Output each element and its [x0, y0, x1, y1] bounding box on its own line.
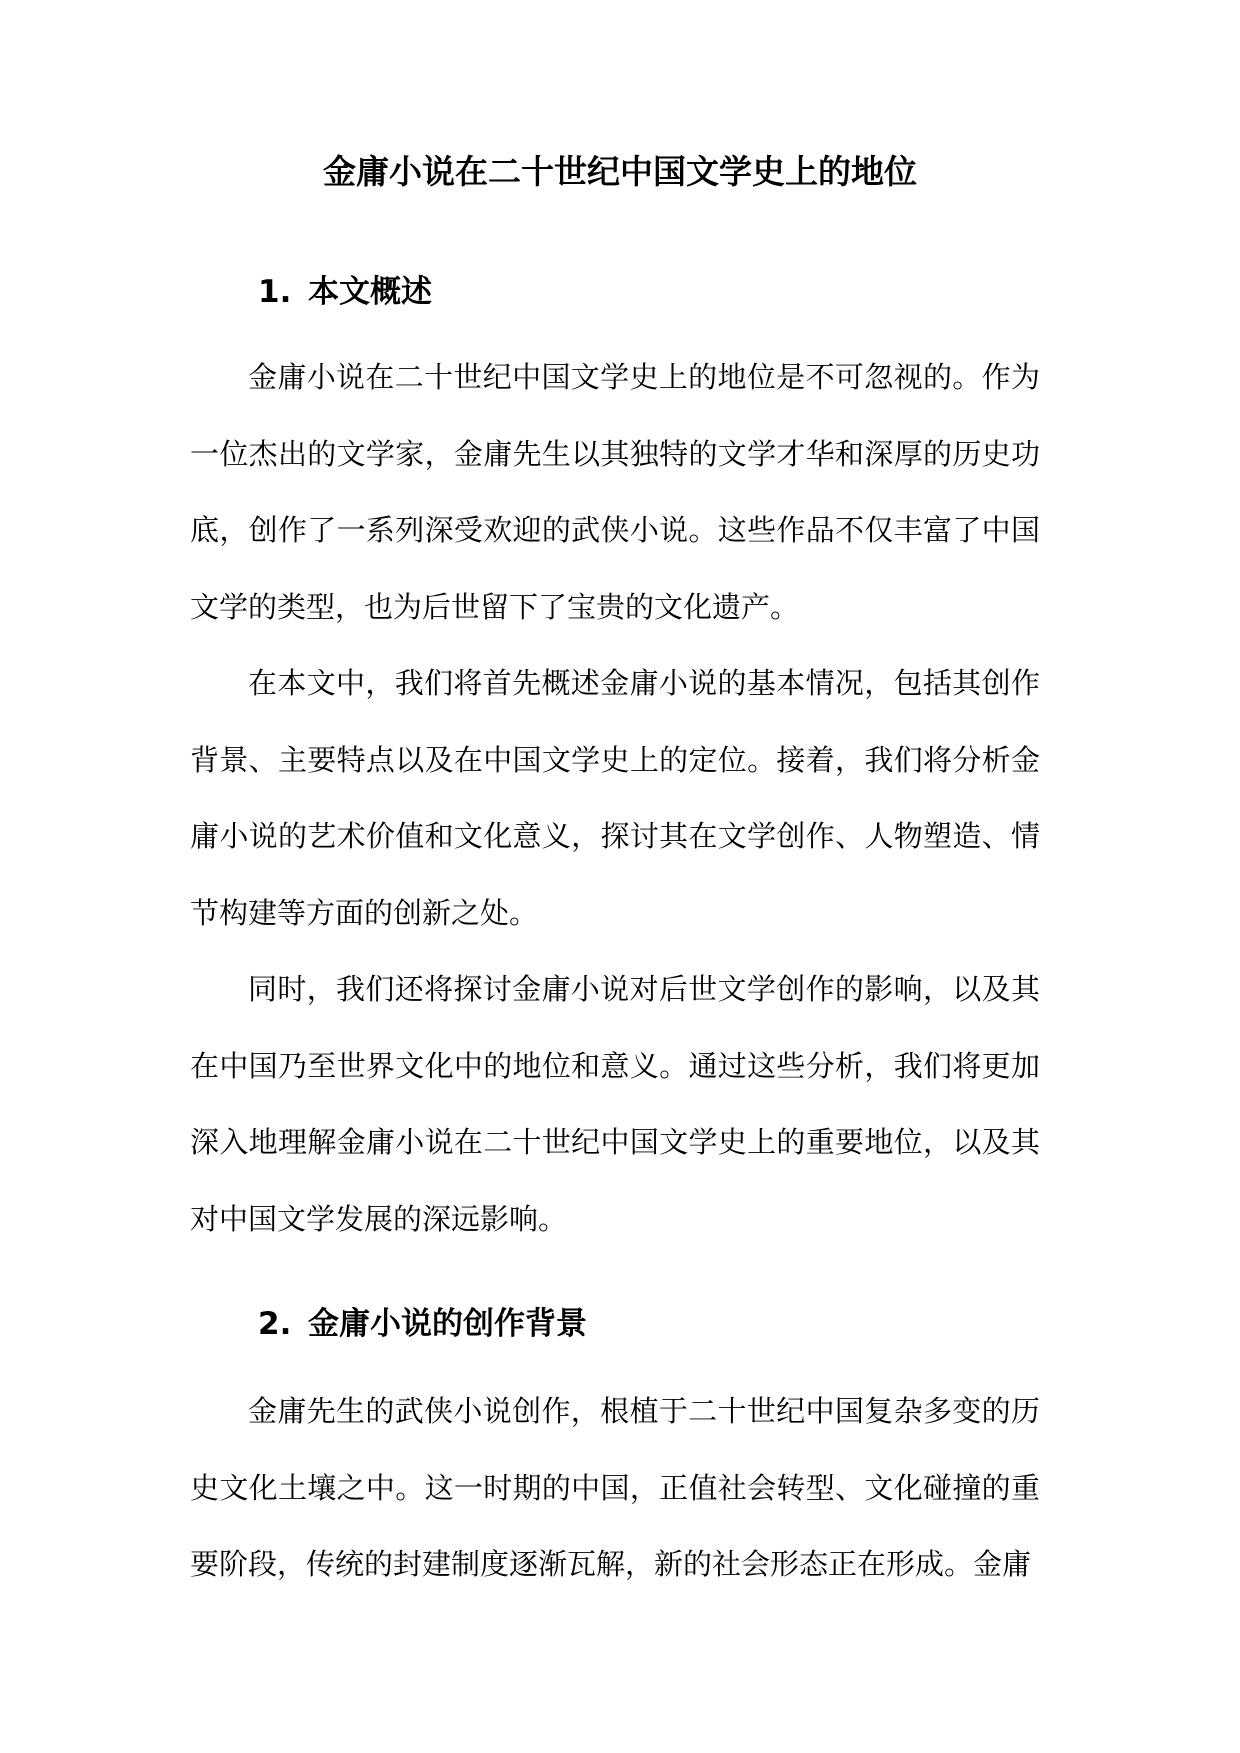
- section-number: 2.: [258, 1306, 292, 1342]
- paragraph: 同时，我们还将探讨金庸小说对后世文学创作的影响，以及其在中国乃至世界文化中的地位和意义。通过这些分析，我们将更加深入地理解金庸小说在二十世纪中国文学史上的重要地位，以及其对中国文学发展的深远影响。: [190, 972, 1040, 1236]
- paragraph: 金庸小说在二十世纪中国文学史上的地位是不可忽视的。作为一位杰出的文学家，金庸先生以其独特的文学才华和深厚的历史功底，创作了一系列深受欢迎的武侠小说。这些作品不仅丰富了中国文学的类型，也为后世留下了宝贵的文化遗产。: [190, 360, 1040, 624]
- paragraph: 金庸先生的武侠小说创作，根植于二十世纪中国复杂多变的历史文化土壤之中。这一时期的中国，正值社会转型、文化碰撞的重要阶段，传统的封建制度逐渐瓦解，新的社会形态正在形成。金庸: [190, 1394, 1040, 1581]
- paragraph: 在本文中，我们将首先概述金庸小说的基本情况，包括其创作背景、主要特点以及在中国文学史上的定位。接着，我们将分析金庸小说的艺术价值和文化意义，探讨其在文学创作、人物塑造、情节构建等方面的创新之处。: [190, 666, 1040, 930]
- section-heading-text: 金庸小说的创作背景: [308, 1306, 587, 1342]
- section-heading-1: [258, 270, 432, 314]
- document-title: 金庸小说在二十世纪中国文学史上的地位: [323, 152, 917, 191]
- section-heading-2: [258, 1302, 587, 1346]
- section-heading-text: 本文概述: [308, 274, 432, 310]
- section-number: 1.: [258, 274, 292, 310]
